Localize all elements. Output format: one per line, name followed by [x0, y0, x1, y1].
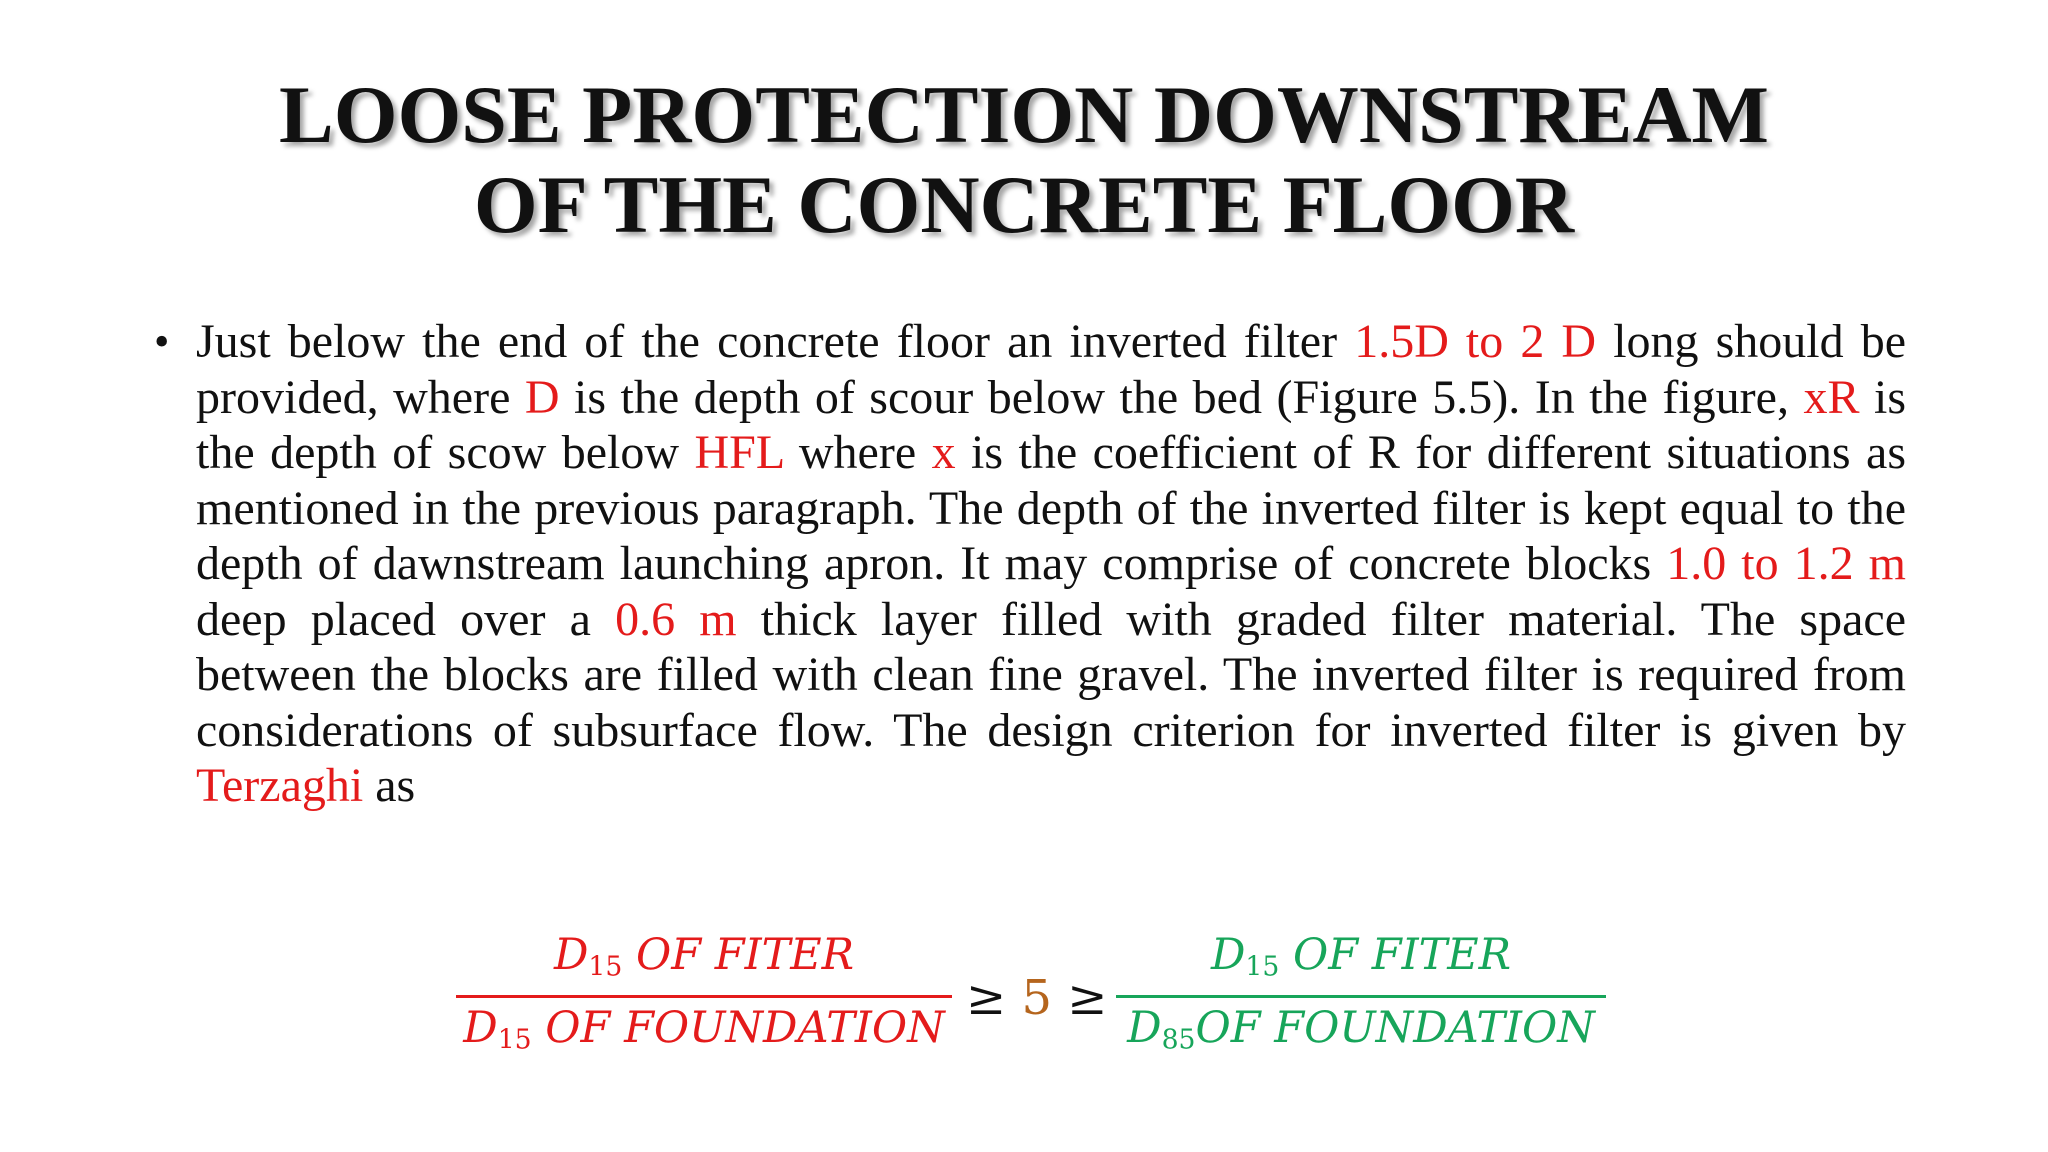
symbol-d: D	[553, 930, 589, 980]
symbol-d: D	[1127, 1003, 1162, 1053]
inequality	[966, 970, 1106, 1026]
terzaghi-criterion-equation	[456, 930, 1606, 1080]
numerator-text: OF FITER	[622, 930, 855, 980]
bullet-paragraph	[154, 314, 1907, 874]
title-line-2: OF THE CONCRETE FLOOR	[473, 159, 1575, 250]
highlighted-term: xR	[1803, 370, 1860, 424]
subscript: 85	[1161, 1024, 1196, 1056]
paragraph-segment: deep placed over a	[196, 592, 616, 646]
right-numerator	[1116, 930, 1606, 983]
paragraph-segment: is the depth of scour below the bed (Figure 5.5). In the figure,	[559, 370, 1804, 424]
left-numerator	[456, 930, 952, 983]
paragraph-segment: thick layer filled with graded filter material. The space between the blocks are filled with clean fine gravel. The inverted filter is required from considerations of subsurface flow. The design criterion for inverted filter is given by	[196, 592, 1906, 757]
highlighted-term: 1.0 to 1.2 m	[1666, 537, 1907, 590]
paragraph-text	[196, 315, 1906, 812]
ge-sign: ≥	[1052, 970, 1108, 1026]
symbol-d: D	[463, 1003, 498, 1053]
right-denominator	[1116, 1003, 1606, 1056]
paragraph-segment: is the depth of scow below	[196, 370, 1906, 479]
paragraph-segment: is the coefficient of R for different situations as mentioned in the previous paragraph. The depth of the inverted filter is kept equal to the depth of dawnstream launching apron. It may comprise of concrete blocks	[196, 426, 1906, 590]
subscript: 15	[588, 951, 623, 983]
highlighted-term: 0.6 m	[615, 592, 737, 646]
highlighted-term: Terzaghi	[196, 759, 364, 812]
highlighted-term: HFL	[694, 426, 784, 479]
denominator-text: OF FOUNDATION	[1195, 1003, 1595, 1053]
highlighted-term: 1.5D to 2 D	[1354, 315, 1597, 368]
subscript: 15	[1245, 951, 1280, 983]
right-fraction	[1116, 930, 1606, 1070]
subscript: 15	[497, 1024, 532, 1056]
paragraph-segment: Just below the end of the concrete floor an inverted filter	[196, 315, 1355, 368]
bullet-icon: •	[154, 317, 170, 366]
slide-title	[0, 70, 2048, 250]
paragraph-segment: long should be provided, where	[196, 315, 1907, 424]
fraction-bar	[1116, 995, 1606, 998]
denominator-text: OF FOUNDATION	[531, 1003, 945, 1053]
highlighted-term: x	[931, 426, 956, 479]
paragraph-segment: as	[363, 759, 416, 812]
value-five: 5	[1021, 970, 1053, 1026]
title-line-1: LOOSE PROTECTION DOWNSTREAM	[279, 69, 1769, 160]
left-denominator	[456, 1003, 952, 1056]
fraction-bar	[456, 995, 952, 998]
numerator-text: OF FITER	[1279, 930, 1512, 980]
left-fraction	[456, 930, 952, 1070]
ge-sign: ≥	[966, 970, 1022, 1026]
highlighted-term: D	[524, 370, 560, 424]
symbol-d: D	[1210, 930, 1246, 980]
paragraph-segment: where	[783, 426, 932, 479]
